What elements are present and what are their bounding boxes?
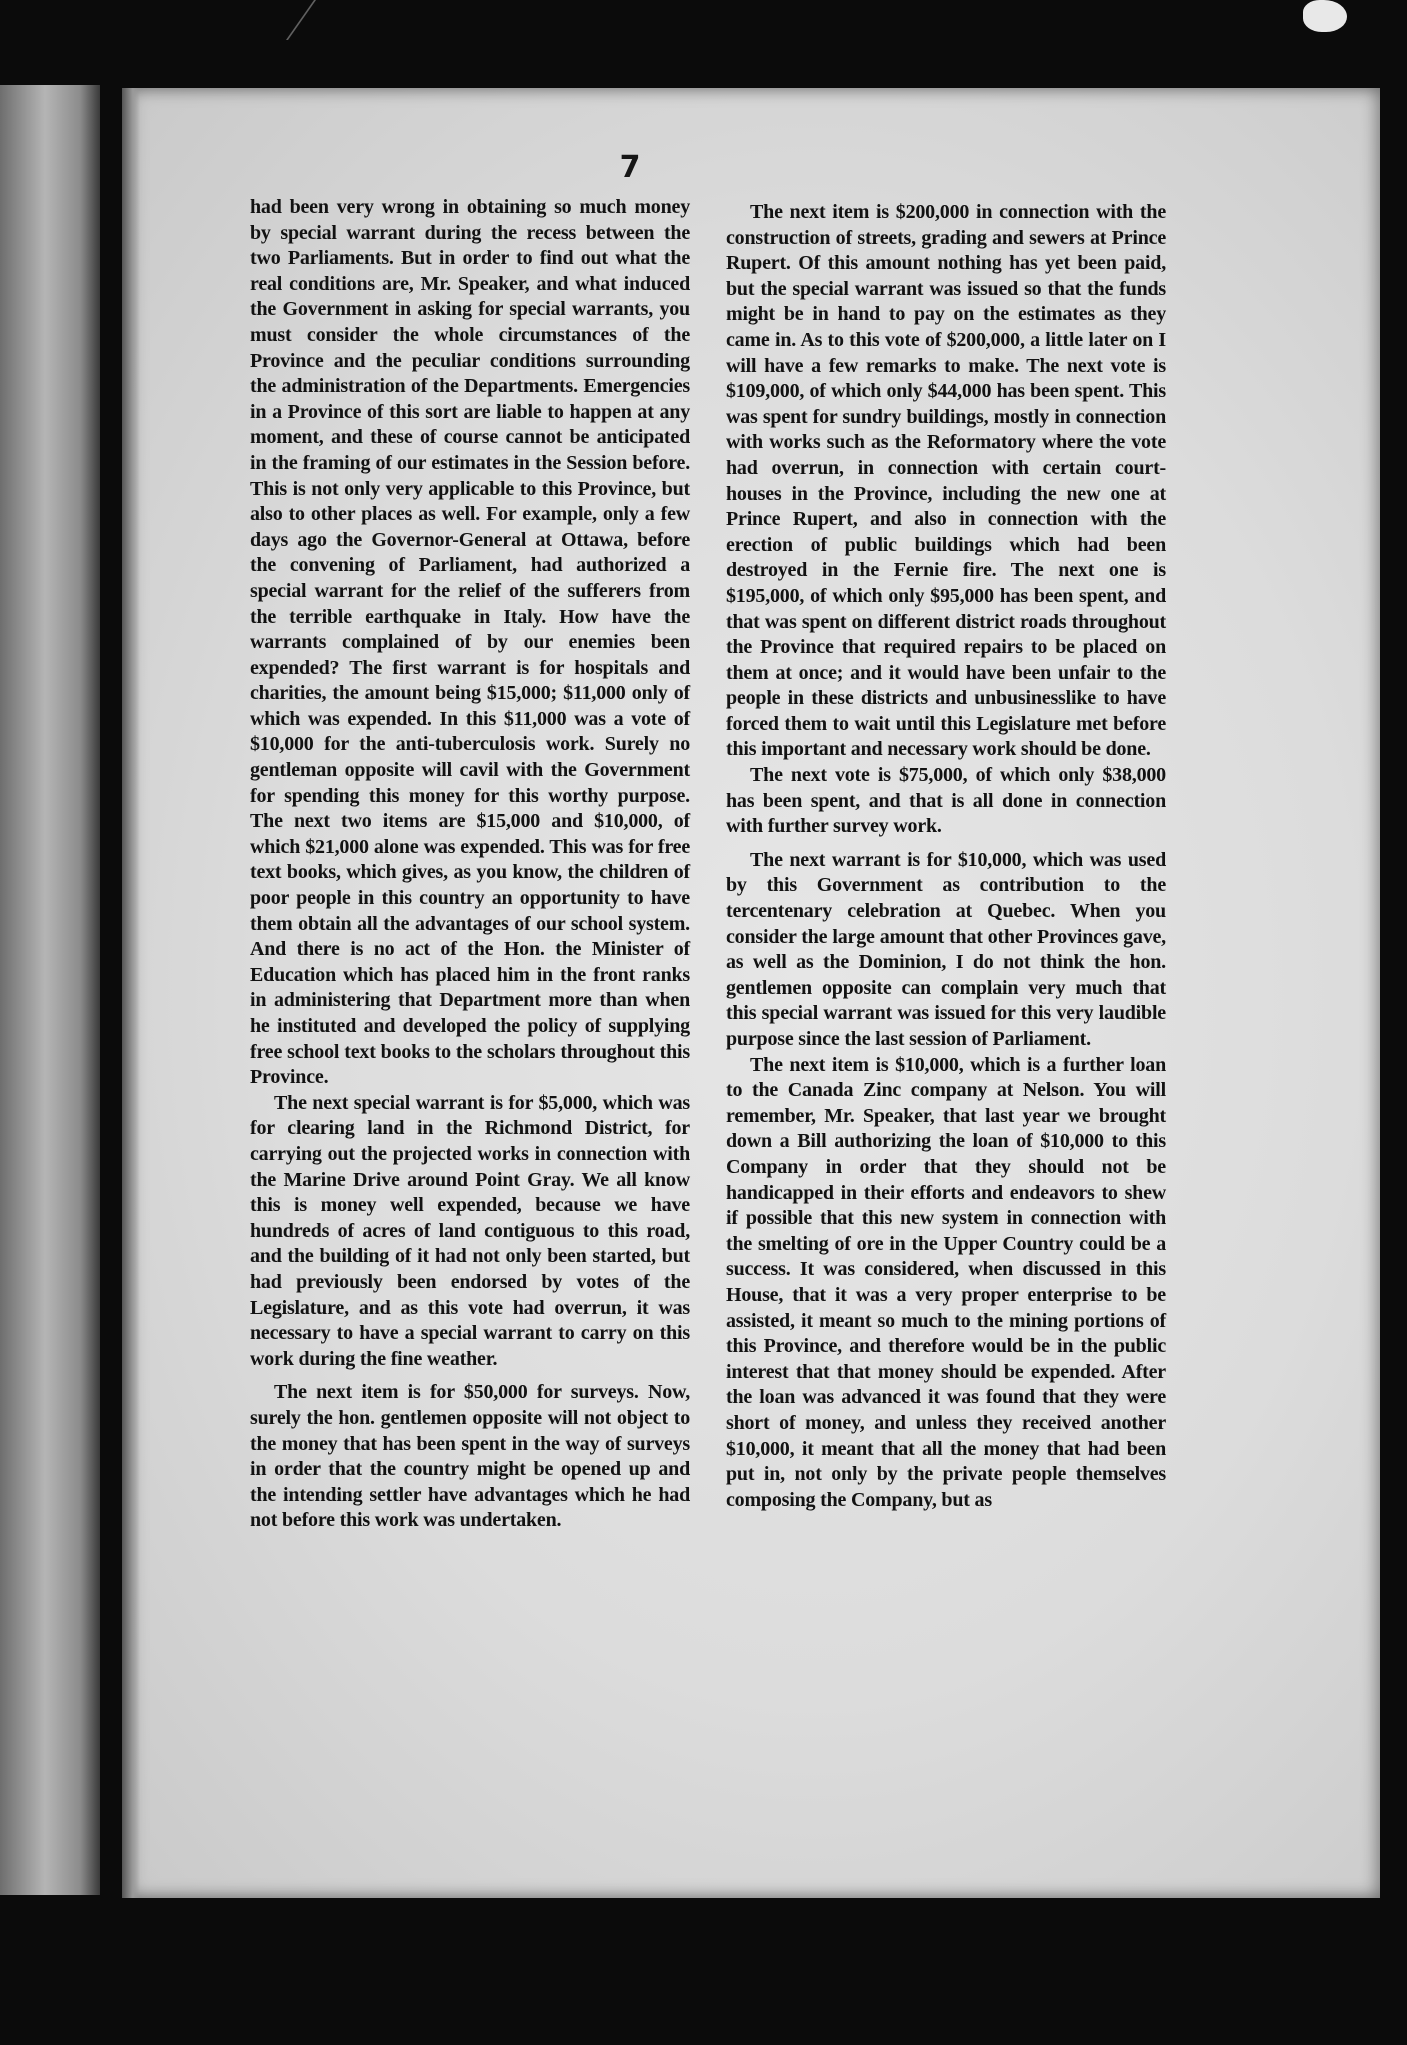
left-paragraph-2: The next special warrant is for $5,000, which was for clearing land in the Richmond District, for carrying out the projected works in connection with the Marine Drive around Point Gray. We all know this is money well expended, because we have hundreds of acres of land contiguous to this road, and the building of it had not only been started, but had previously been endorsed by votes of the Legislature, and as this vote had overrun, it was necessary to have a special warrant to carry on this work during the fine weather. xyxy=(250,1091,690,1370)
film-blemish xyxy=(1303,0,1347,32)
left-paragraph-1: had been very wrong in obtaining so much money by special warrant during the recess between the two Parliaments. But in order to find out what the real conditions are, Mr. Speaker, and what induced the Government in asking for special warrants, you must consider the whole circumstances of the Province and the peculiar conditions surrounding the administration of the Departments. Emergencies in a Province of this sort are liable to happen at any moment, and these of course cannot be anticipated in the framing of our estimates in the Session before. This is not only very applicable to this Province, but also to other places as well. For example, only a few days ago the Governor-General at Ottawa, before the convening of Parliament, had authorized a special warrant for the relief of the sufferers from the terrible earthquake in Italy. How have the warrants complained of by our enemies been expended? The first warrant is for hospitals and charities, the amount being $15,000; $11,000 only of which was expended. In this $11,000 was a vote of $10,000 for the anti-tuberculosis work. Surely no gentleman opposite will cavil with the Government for spending this money for this worthy purpose. The next two items are $15,000 and $10,000, of which $21,000 alone was expended. This was for free text books, which gives, as you know, the children of poor people in this country an opportunity to have them obtain all the advantages of our school system. And there is no act of the Hon. the Minister of Education which has placed him in the front ranks in administering that Department more than when he instituted and developed the policy of supplying free school text books to the scholars throughout this Province. xyxy=(250,196,690,1089)
adjacent-page-edge xyxy=(0,85,100,1895)
left-column xyxy=(250,195,690,1534)
film-scratch xyxy=(286,0,386,40)
right-column xyxy=(726,200,1166,1513)
page-number: 7 xyxy=(619,150,641,185)
right-paragraph-2: The next vote is $75,000, of which only $38,000 has been spent, and that is all done in connection with further survey work. xyxy=(726,764,1166,838)
left-paragraph-3: The next item is for $50,000 for surveys. Now, surely the hon. gentlemen opposite will not object to the money that has been spent in the way of surveys in order that the country might be opened up and the intending settler have advantages which he had not before this work was undertaken. xyxy=(250,1381,690,1532)
right-paragraph-3: The next warrant is for $10,000, which was used by this Government as contribution to the tercentenary celebration at Quebec. When you consider the large amount that other Provinces gave, as well as the Dominion, I do not think the hon. gentlemen opposite can complain very much that this special warrant was issued for this very laudible purpose since the last session of Parliament. xyxy=(726,848,1166,1050)
right-paragraph-4: The next item is $10,000, which is a further loan to the Canada Zinc company at Nelson. You will remember, Mr. Speaker, that last year we brought down a Bill authorizing the loan of $10,000 to this Company in order that they should not be handicapped in their efforts and endeavors to shew if possible that this new system in connection with the smelting of ore in the Upper Country could be a success. It was considered, when discussed in this House, that it was a very proper enterprise to be assisted, it meant so much to the mining portions of this Province, and therefore would be in the public interest that that money should be expended. After the loan was advanced it was found that they were short of money, and unless they received another $10,000, it meant that all the money that had been put in, not only by the private people themselves composing the Company, but as xyxy=(726,1053,1166,1511)
page-gutter-shadow xyxy=(122,88,140,1898)
right-paragraph-1: The next item is $200,000 in connection with the construction of streets, grading and sewers at Prince Rupert. Of this amount nothing has yet been paid, but the special warrant was issued so that the funds might be in hand to pay on the estimates as they came in. As to this vote of $200,000, a little later on I will have a few remarks to make. The next vote is $109,000, of which only $44,000 has been spent. This was spent for sundry buildings, mostly in connection with works such as the Reformatory where the vote had overrun, in connection with certain court-houses in the Province, including the new one at Prince Rupert, and also in connection with the erection of public buildings which had been destroyed in the Fernie fire. The next one is $195,000, of which only $95,000 has been spent, and that was spent on different district roads throughout the Province that required repairs to be placed on them at once; and it would have been unfair to the people in these districts and unbusinesslike to have forced them to wait until this Legislature met before this important and necessary work should be done. xyxy=(726,201,1166,761)
